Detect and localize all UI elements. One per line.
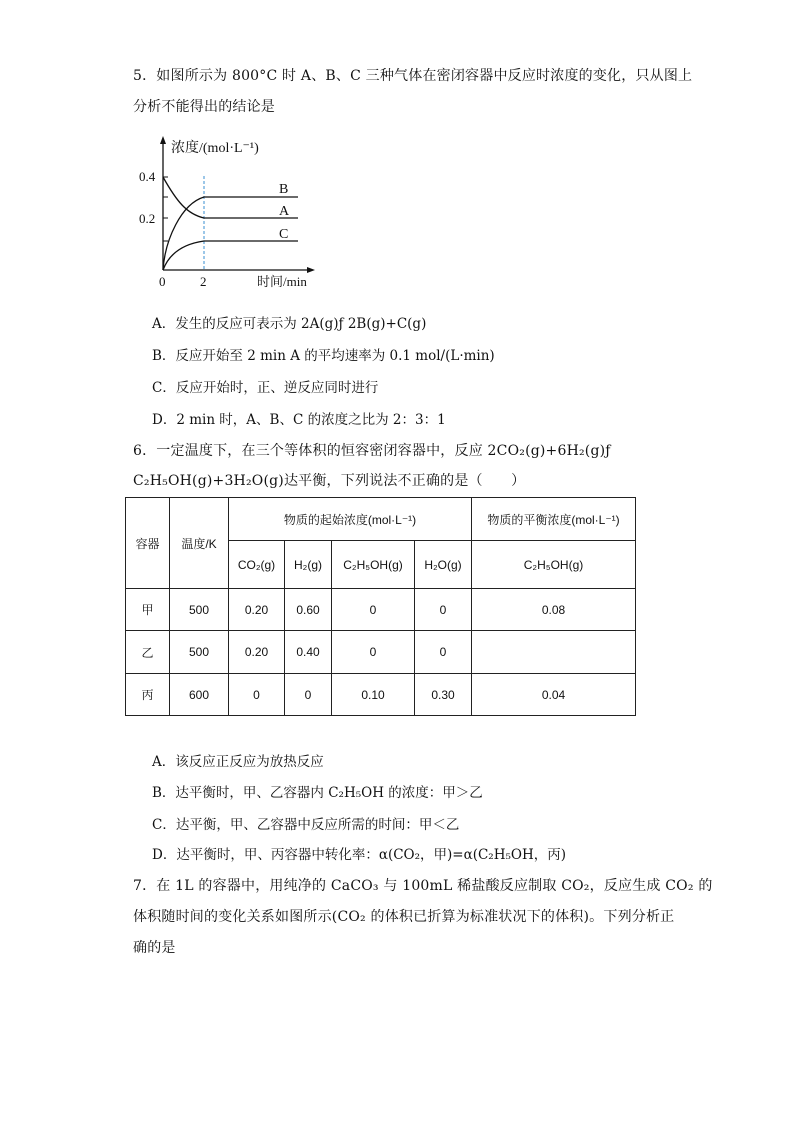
- row-temperature: 500: [170, 631, 229, 674]
- row-co2: 0.20: [229, 589, 285, 631]
- concentration-time-chart: [133, 130, 333, 290]
- row-eq: 0.08: [472, 589, 636, 631]
- y-tick-label-0.4: 0.4: [139, 169, 156, 184]
- q5-stem-line2: 分析不能得出的结论是: [133, 99, 275, 115]
- q6-option-a: A．该反应正反应为放热反应: [152, 754, 324, 770]
- subheader-eq-c2h5oh: C₂H₅OH(g): [472, 541, 636, 589]
- q5-option-c: C．反应开始时，正、逆反应同时进行: [152, 380, 379, 396]
- row-h2o: 0: [415, 589, 472, 631]
- row-h2: 0.40: [285, 631, 332, 674]
- row-c2h5oh: 0: [332, 589, 415, 631]
- subheader-co2: CO₂(g): [229, 541, 285, 589]
- row-h2: 0.60: [285, 589, 332, 631]
- q5-stem-line1: 5．如图所示为 800°C 时 A、B、C 三种气体在密闭容器中反应时浓度的变化，只从图上: [133, 68, 693, 84]
- row-c2h5oh: 0.10: [332, 674, 415, 716]
- q7-stem-line1: 7．在 1L 的容器中，用纯净的 CaCO₃ 与 100mL 稀盐酸反应制取 CO₂，反应生成 CO₂ 的: [133, 878, 713, 894]
- series-B-curve: [163, 197, 298, 270]
- x-tick-label-0: 0: [159, 274, 166, 289]
- row-co2: 0.20: [229, 631, 285, 674]
- header-initial-concentration: 物质的起始浓度(mol·L⁻¹): [229, 498, 472, 541]
- row-temperature: 500: [170, 589, 229, 631]
- y-axis-label: 浓度/(mol·L⁻¹): [171, 141, 259, 156]
- table-row: [126, 589, 636, 631]
- header-container: 容器: [126, 498, 170, 589]
- header-equilibrium-concentration: 物质的平衡浓度(mol·L⁻¹): [472, 498, 636, 541]
- table-row: [126, 674, 636, 716]
- y-tick-label-0.2: 0.2: [139, 211, 156, 226]
- subheader-h2o: H₂O(g): [415, 541, 472, 589]
- q7-stem-line2: 体积随时间的变化关系如图所示(CO₂ 的体积已折算为标准状况下的体积)。下列分析正: [133, 909, 675, 925]
- row-h2: 0: [285, 674, 332, 716]
- x-axis-arrow: [307, 267, 315, 273]
- row-eq: [472, 631, 636, 674]
- row-co2: 0: [229, 674, 285, 716]
- table-row: [126, 631, 636, 674]
- row-container-name: 甲: [126, 589, 170, 631]
- equilibrium-table: [125, 497, 636, 716]
- q5-option-a: A．发生的反应可表示为 2A(g)ƒ 2B(g)+C(g): [152, 316, 427, 332]
- series-label-C: C: [279, 227, 289, 242]
- row-container-name: 乙: [126, 631, 170, 674]
- row-c2h5oh: 0: [332, 631, 415, 674]
- q6-stem-line1: 6．一定温度下，在三个等体积的恒容密闭容器中，反应 2CO₂(g)+6H₂(g)ƒ: [133, 443, 611, 459]
- series-C-curve: [163, 241, 298, 270]
- q5-option-b: B．反应开始至 2 min A 的平均速率为 0.1 mol/(L·min): [152, 348, 495, 364]
- q7-stem-line3: 确的是: [133, 940, 176, 956]
- q6-option-d: D．达平衡时，甲、丙容器中转化率：α(CO₂，甲)=α(C₂H₅OH，丙): [152, 847, 567, 863]
- x-tick-label-2: 2: [200, 274, 207, 289]
- series-label-A: A: [279, 204, 290, 219]
- row-container-name: 丙: [126, 674, 170, 716]
- x-axis-label: 时间/min: [257, 274, 307, 289]
- subheader-h2: H₂(g): [285, 541, 332, 589]
- row-h2o: 0.30: [415, 674, 472, 716]
- q5-option-d: D．2 min 时，A、B、C 的浓度之比为 2：3：1: [152, 412, 446, 428]
- series-label-B: B: [279, 182, 289, 197]
- y-axis-arrow: [160, 136, 166, 144]
- row-temperature: 600: [170, 674, 229, 716]
- row-eq: 0.04: [472, 674, 636, 716]
- q6-option-c: C．达平衡，甲、乙容器中反应所需的时间：甲＜乙: [152, 817, 460, 833]
- row-h2o: 0: [415, 631, 472, 674]
- subheader-c2h5oh: C₂H₅OH(g): [332, 541, 415, 589]
- header-temperature: 温度/K: [170, 498, 229, 589]
- q6-stem-line2: C₂H₅OH(g)+3H₂O(g)达平衡，下列说法不正确的是（ ）: [133, 473, 526, 489]
- q6-option-b: B．达平衡时，甲、乙容器内 C₂H₅OH 的浓度：甲＞乙: [152, 785, 483, 801]
